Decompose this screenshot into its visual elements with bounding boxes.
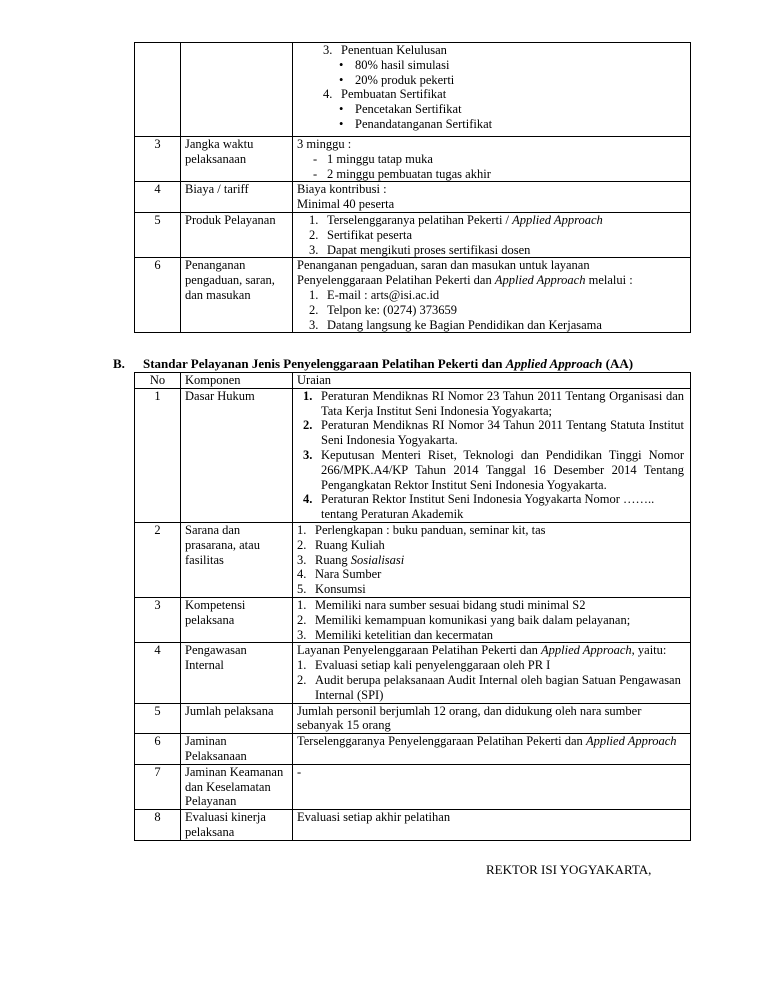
list-item: 4. Nara Sumber — [297, 567, 382, 582]
list-item: 1. E-mail : arts@isi.ac.id — [309, 287, 440, 302]
row-komponen: Jaminan Pelaksanaan — [181, 734, 293, 765]
list-item: 2. Peraturan Mendiknas RI Nomor 34 Tahun 2011 Tentang Statuta Institut Seni Indonesia Yogyakarta. — [303, 418, 684, 448]
row-number: 8 — [135, 810, 181, 841]
row-uraian — [293, 522, 691, 597]
table-row — [135, 182, 691, 213]
table-row — [135, 597, 691, 642]
table-row — [135, 643, 691, 703]
table-header-row — [135, 373, 691, 389]
row-uraian — [293, 597, 691, 642]
row-number: 3 — [135, 137, 181, 182]
list-item: 2. Telpon ke: (0274) 373659 — [309, 302, 458, 317]
standard-service-table — [134, 372, 691, 841]
bullet-item: • Pencetakan Sertifikat — [339, 102, 684, 117]
list-item: - 2 minggu pembuatan tugas akhir — [313, 166, 491, 181]
table-row — [135, 810, 691, 841]
row-number: 5 — [135, 703, 181, 734]
list-item: 1. Memiliki nara sumber sesuai bidang studi minimal S2 — [297, 597, 586, 612]
table-row — [135, 388, 691, 522]
bullet-item: • Penandatanganan Sertifikat — [339, 117, 684, 132]
row-uraian — [293, 388, 691, 522]
list-item: - 1 minggu tatap muka — [313, 151, 433, 166]
table-row — [135, 703, 691, 734]
row-komponen: Biaya / tariff — [181, 182, 293, 213]
row-komponen: Jangka waktu pelaksanaan — [181, 137, 293, 182]
row-uraian: Evaluasi setiap akhir pelatihan — [293, 810, 691, 841]
row-number: 7 — [135, 764, 181, 809]
row-number: 6 — [135, 734, 181, 765]
row-komponen: Produk Pelayanan — [181, 212, 293, 257]
list-item: 3. Datang langsung ke Bagian Pendidikan dan Kerjasama — [309, 317, 602, 332]
table-row — [135, 734, 691, 765]
list-item: 2. Audit berupa pelaksanaan Audit Internal oleh bagian Satuan Pengawasan Internal (SPI) — [297, 672, 681, 702]
header-no: No — [135, 373, 181, 389]
row-komponen: Pengawasan Internal — [181, 643, 293, 703]
list-item: 4. Peraturan Rektor Institut Seni Indonesia Yogyakarta Nomor …….. tentang Peraturan Akademik — [303, 492, 655, 522]
table-row — [135, 43, 691, 137]
list-item: 4. Pembuatan Sertifikat • Pencetakan Sertifikat • Penandatanganan Sertifikat — [311, 87, 686, 131]
row-komponen: Sarana dan prasarana, atau fasilitas — [181, 522, 293, 597]
list-item: 1. Evaluasi setiap kali penyelenggaraan oleh PR I — [297, 658, 551, 673]
row-number: 5 — [135, 212, 181, 257]
table-row — [135, 522, 691, 597]
row-komponen: Jaminan Keamanan dan Keselamatan Pelayanan — [181, 764, 293, 809]
row-number: 1 — [135, 388, 181, 522]
table-row — [135, 137, 691, 182]
list-item: 3. Ruang Sosialisasi — [297, 552, 405, 567]
list-item: 5. Konsumsi — [297, 582, 366, 597]
list-item: 3. Memiliki ketelitian dan kecermatan — [297, 627, 494, 642]
list-item: 3. Keputusan Menteri Riset, Teknologi dan Pendidikan Tinggi Nomor 266/MPK.A4/KP Tahun 2014 Tanggal 16 Desember 2014 Tentang Pengangkatan Rektor Institut Seni Indonesia Yogyakarta. — [303, 447, 684, 492]
bullet-item: • 20% produk pekerti — [339, 73, 684, 88]
row-uraian: Biaya kontribusi : Minimal 40 peserta — [293, 182, 691, 213]
list-item: 1. Peraturan Mendiknas RI Nomor 23 Tahun 2011 Tentang Organisasi dan Tata Kerja Institut Seni Indonesia Yogyakarta; — [303, 388, 684, 418]
row-komponen: Kompetensi pelaksana — [181, 597, 293, 642]
row-number: 4 — [135, 182, 181, 213]
row-number: 3 — [135, 597, 181, 642]
row-number: 6 — [135, 258, 181, 333]
row-uraian: - — [293, 764, 691, 809]
bullet-item: • 80% hasil simulasi — [339, 58, 684, 73]
row-uraian: 3 minggu : - 1 minggu tatap muka - 2 minggu pembuatan tugas akhir — [293, 137, 691, 182]
header-komponen: Komponen — [181, 373, 293, 389]
list-item: 1. Terselenggaranya pelatihan Pekerti / Applied Approach — [309, 212, 603, 227]
row-uraian: Layanan Penyelenggaraan Pelatihan Pekerti dan Applied Approach, yaitu: 1. Evaluasi setiap kali penyelenggaraan oleh PR I 2. Audit berupa pelaksanaan Audit Internal oleh bagian Satuan Pengawasan Internal (SPI) — [293, 643, 691, 703]
row-uraian: Terselenggaranya Penyelenggaraan Pelatihan Pekerti dan Applied Approach — [293, 734, 691, 765]
row-komponen: Dasar Hukum — [181, 388, 293, 522]
row-number: 4 — [135, 643, 181, 703]
table-row — [135, 764, 691, 809]
row-uraian: Jumlah personil berjumlah 12 orang, dan didukung oleh nara sumber sebanyak 15 orang — [293, 703, 691, 734]
row-komponen: Evaluasi kinerja pelaksana — [181, 810, 293, 841]
list-item: 2. Ruang Kuliah — [297, 537, 385, 552]
table-row — [135, 258, 691, 333]
list-item: 2. Sertifikat peserta — [309, 227, 413, 242]
signature-title: REKTOR ISI YOGYAKARTA, — [486, 862, 652, 877]
continued-uraian — [293, 43, 691, 137]
row-uraian: Penanganan pengaduan, saran dan masukan untuk layanan Penyelenggaraan Pelatihan Pekerti dan Applied Approach melalui : 1. E-mail : arts@isi.ac.id 2. Telpon ke: (0274) 373659 3. Datang langsung ke Bagian Pendidikan dan Kerjasama — [293, 258, 691, 333]
row-komponen: Penanganan pengaduan, saran, dan masukan — [181, 258, 293, 333]
header-uraian: Uraian — [293, 373, 691, 389]
continued-list — [311, 43, 686, 132]
table-row — [135, 212, 691, 257]
list-item: 2. Memiliki kemampuan komunikasi yang baik dalam pelayanan; — [297, 612, 631, 627]
list-item: 3. Penentuan Kelulusan • 80% hasil simulasi • 20% produk pekerti — [311, 43, 686, 87]
row-number: 2 — [135, 522, 181, 597]
service-table-continued — [134, 42, 691, 333]
row-uraian — [293, 212, 691, 257]
list-item: 3. Dapat mengikuti proses sertifikasi dosen — [309, 242, 531, 257]
row-komponen: Jumlah pelaksana — [181, 703, 293, 734]
list-item: 1. Perlengkapan : buku panduan, seminar kit, tas — [297, 522, 546, 537]
